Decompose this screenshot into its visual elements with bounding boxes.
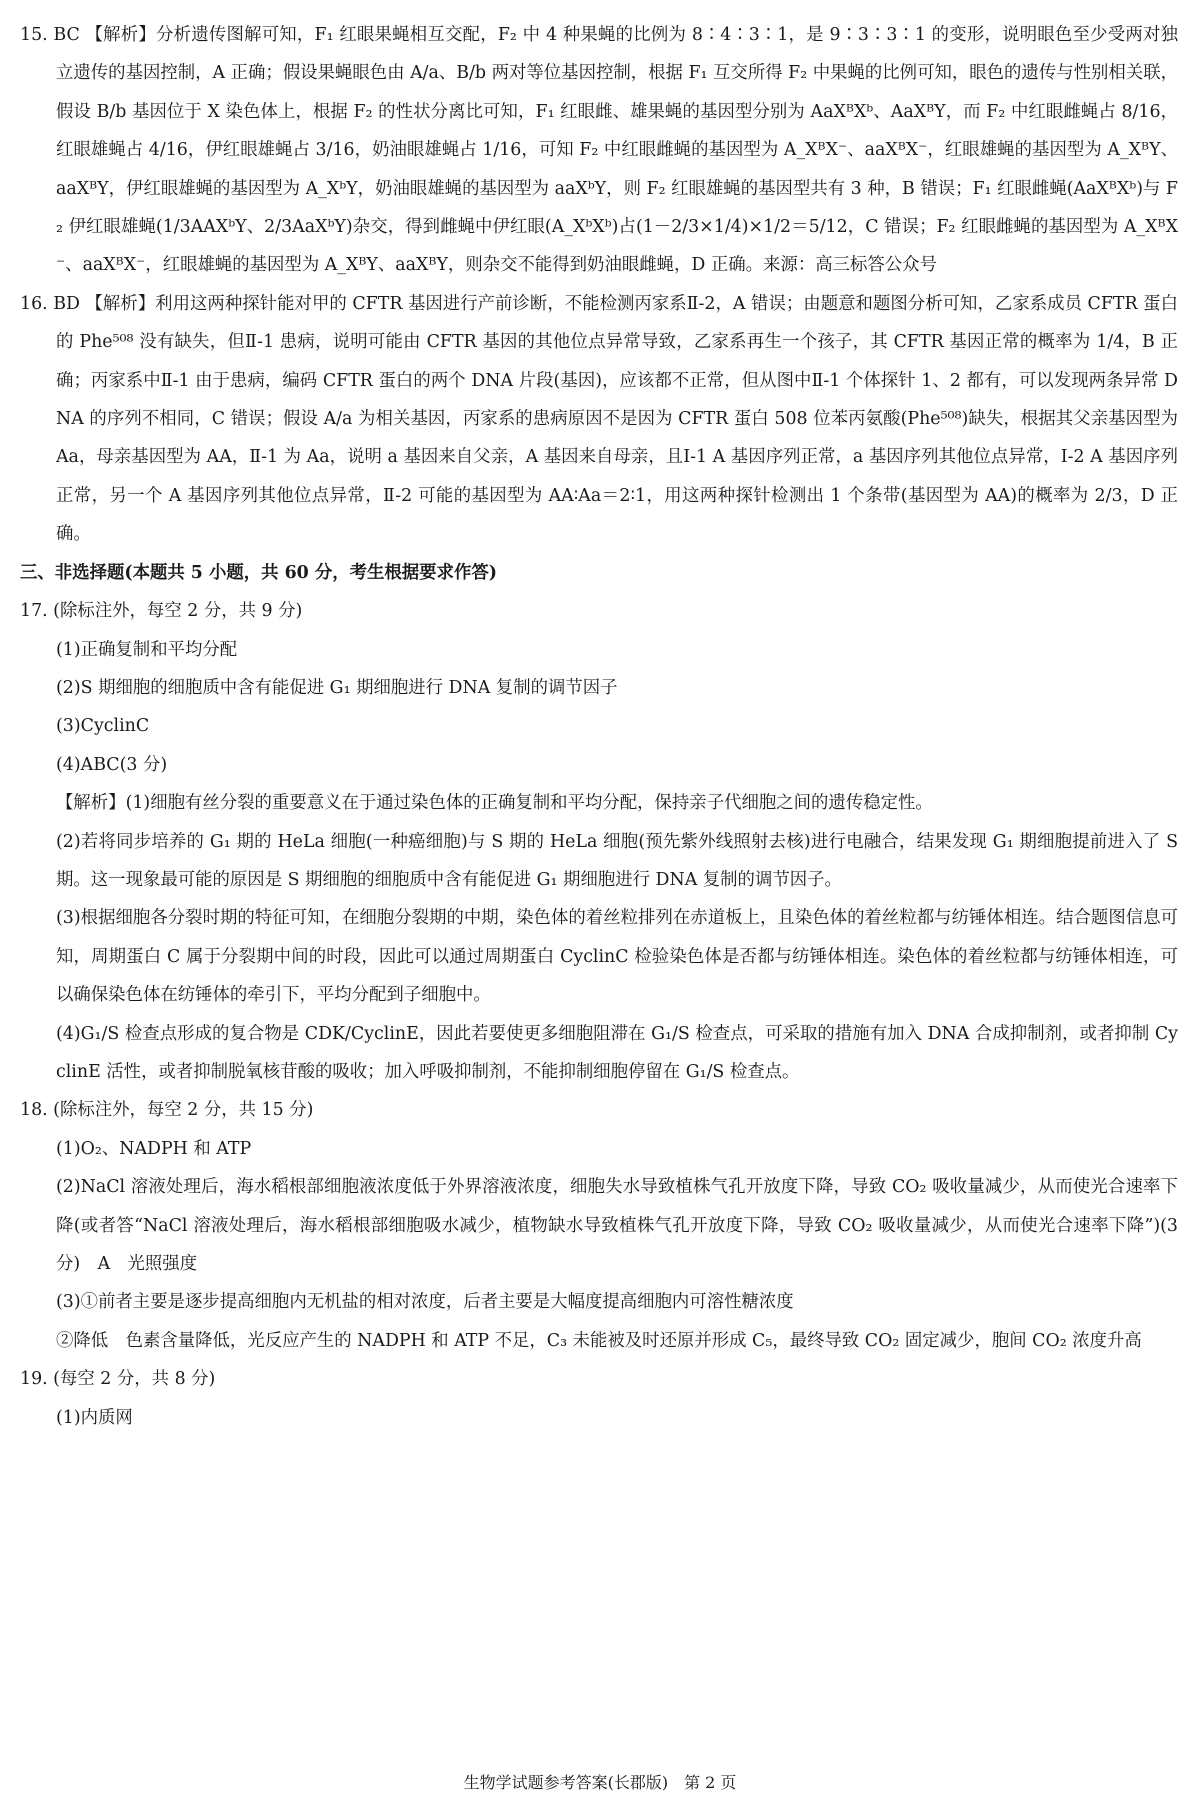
q19-answer-1: (1)内质网	[56, 1407, 133, 1428]
section-heading-nonchoice: 三、非选择题(本题共 5 小题，共 60 分，考生根据要求作答)	[20, 562, 497, 583]
q17-answer-1: (1)正确复制和平均分配	[56, 639, 238, 660]
q18-answer-1: (1)O₂、NADPH 和 ATP	[56, 1138, 252, 1159]
q18-heading: 18. (除标注外，每空 2 分，共 15 分)	[20, 1100, 314, 1121]
q17-answer-2: (2)S 期细胞的细胞质中含有能促进 G₁ 期细胞进行 DNA 复制的调节因子	[56, 677, 618, 698]
page-footer: 生物学试题参考答案(长郡版) 第 2 页	[463, 1773, 737, 1792]
q17-heading: 17. (除标注外，每空 2 分，共 9 分)	[20, 601, 303, 622]
q17-explanation-3: (3)根据细胞各分裂时期的特征可知，在细胞分裂期的中期，染色体的着丝粒排列在赤道板上，且染色体的着丝粒都与纺锤体相连。结合题图信息可知，周期蛋白 C 属于分裂期中间的时段，因此可以通过周期蛋白 CyclinC 检验染色体是否都与纺锤体相连。染色体的着丝粒都与纺锤体相连，可以确保染色体在纺锤体的牵引下，平均分配到子细胞中。	[56, 908, 1178, 1006]
q17-explanation-2: (2)若将同步培养的 G₁ 期的 HeLa 细胞(一种癌细胞)与 S 期的 HeLa 细胞(预先紫外线照射去核)进行电融合，结果发现 G₁ 期细胞提前进入了 S 期。这一现象最可能的原因是 S 期细胞的细胞质中含有能促进 G₁ 期细胞进行 DNA 复制的调节因子。	[56, 831, 1178, 890]
q19-heading: 19. (每空 2 分，共 8 分)	[20, 1369, 216, 1390]
q18-answer-2: (2)NaCl 溶液处理后，海水稻根部细胞液浓度低于外界溶液浓度，细胞失水导致植株气孔开放度下降，导致 CO₂ 吸收量减少，从而使光合速率下降(或者答“NaCl 溶液处理后，海水稻根部细胞吸水减少，植物缺水导致植株气孔开放度下降，导致 CO₂ 吸收量减少，从而使光合速率下降”)(3 分) A 光照强度	[56, 1177, 1178, 1274]
q17-explanation-4: (4)G₁/S 检查点形成的复合物是 CDK/CyclinE，因此若要使更多细胞阻滞在 G₁/S 检查点，可采取的措施有加入 DNA 合成抑制剂，或者抑制 CyclinE 活性，或者抑制脱氧核苷酸的吸收；加入呼吸抑制剂，不能抑制细胞停留在 G₁/S 检查点。	[56, 1023, 1178, 1082]
answer-q16: 16. BD 【解析】利用这两种探针能对甲的 CFTR 基因进行产前诊断，不能检测丙家系Ⅱ-2，A 错误；由题意和题图分析可知，乙家系成员 CFTR 蛋白的 Phe⁵⁰⁸ 没有缺失，但Ⅱ-1 患病，说明可能由 CFTR 基因的其他位点异常导致，乙家系再生一个孩子，其 CFTR 基因正常的概率为 1/4，B 正确；丙家系中Ⅱ-1 由于患病，编码 CFTR 蛋白的两个 DNA 片段(基因)，应该都不正常，但从图中Ⅱ-1 个体探针 1、2 都有，可以发现两条异常 DNA 的序列不相同，C 错误；假设 A/a 为相关基因，丙家系的患病原因不是因为 CFTR 蛋白 508 位苯丙氨酸(Phe⁵⁰⁸)缺失，根据其父亲基因型为 Aa，母亲基因型为 AA，Ⅱ-1 为 Aa，说明 a 基因来自父亲，A 基因来自母亲，且Ⅰ-1 A 基因序列正常，a 基因序列其他位点异常，Ⅰ-2 A 基因序列正常，另一个 A 基因序列其他位点异常，Ⅱ-2 可能的基因型为 AA∶Aa＝2∶1，用这两种探针检测出 1 个条带(基因型为 AA)的概率为 2/3，D 正确。	[20, 293, 1178, 545]
q18-answer-3: (3)①前者主要是逐步提高细胞内无机盐的相对浓度，后者主要是大幅度提高细胞内可溶性糖浓度	[56, 1292, 794, 1313]
q18-answer-4: ②降低 色素含量降低，光反应产生的 NADPH 和 ATP 不足，C₃ 未能被及时还原并形成 C₅，最终导致 CO₂ 固定减少，胞间 CO₂ 浓度升高	[56, 1330, 1142, 1351]
q17-explanation-1: 【解析】(1)细胞有丝分裂的重要意义在于通过染色体的正确复制和平均分配，保持亲子代细胞之间的遗传稳定性。	[56, 793, 933, 814]
q17-answer-4: (4)ABC(3 分)	[56, 754, 168, 775]
q17-answer-3: (3)CyclinC	[56, 716, 150, 737]
answer-content	[20, 16, 1178, 1437]
answer-q15: 15. BC 【解析】分析遗传图解可知，F₁ 红眼果蝇相互交配，F₂ 中 4 种果蝇的比例为 8∶4∶3∶1，是 9∶3∶3∶1 的变形，说明眼色至少受两对独立遗传的基因控制，A 正确；假设果蝇眼色由 A/a、B/b 两对等位基因控制，根据 F₁ 互交所得 F₂ 中果蝇的比例可知，眼色的遗传与性别相关联，假设 B/b 基因位于 X 染色体上，根据 F₂ 的性状分离比可知，F₁ 红眼雌、雄果蝇的基因型分别为 AaXᴮXᵇ、AaXᴮY，而 F₂ 中红眼雌蝇占 8/16，红眼雄蝇占 4/16，伊红眼雄蝇占 3/16，奶油眼雄蝇占 1/16，可知 F₂ 中红眼雌蝇的基因型为 A_XᴮX⁻、aaXᴮX⁻，红眼雄蝇的基因型为 A_XᴮY、aaXᴮY，伊红眼雄蝇的基因型为 A_XᵇY，奶油眼雄蝇的基因型为 aaXᵇY，则 F₂ 红眼雄蝇的基因型共有 3 种，B 错误；F₁ 红眼雌蝇(AaXᴮXᵇ)与 F₂ 伊红眼雄蝇(1/3AAXᵇY、2/3AaXᵇY)杂交，得到雌蝇中伊红眼(A_XᵇXᵇ)占(1－2/3×1/4)×1/2＝5/12，C 错误；F₂ 红眼雌蝇的基因型为 A_XᴮX⁻、aaXᴮX⁻，红眼雄蝇的基因型为 A_XᴮY、aaXᴮY，则杂交不能得到奶油眼雌蝇，D 正确。来源：高三标答公众号	[20, 25, 1178, 276]
